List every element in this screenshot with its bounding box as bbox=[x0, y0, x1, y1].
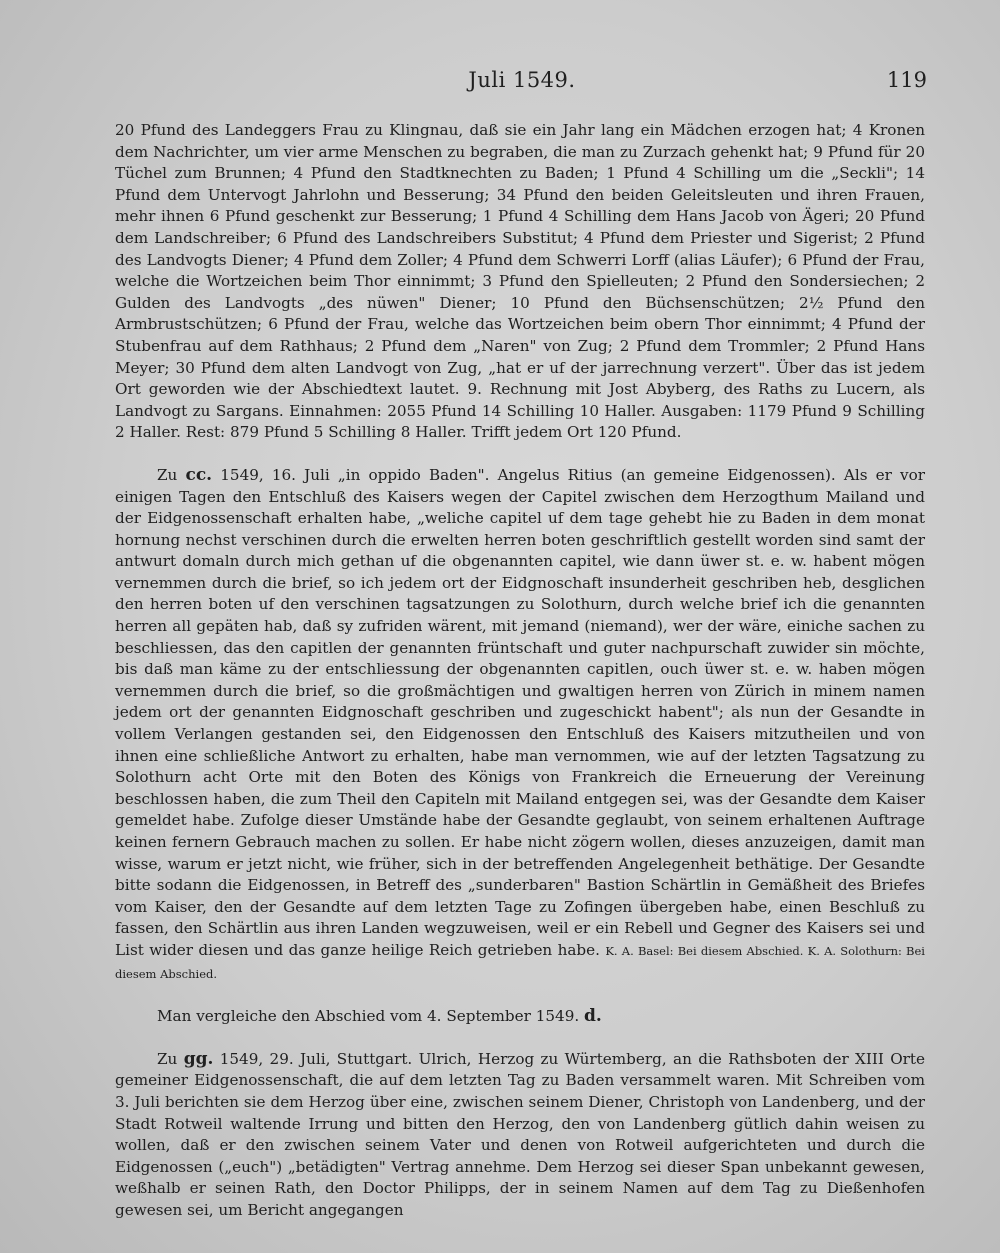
page-header bbox=[117, 68, 927, 94]
paragraph-text: 20 Pfund des Landeggers Frau zu Klingnau, daß sie ein Jahr lang ein Mädchen erzogen hat; 4 Kronen dem Nachrichter, um vier arme Menschen zu begraben, die man zu Zurzach gehenkt hat; 9 Pfund für 20 Tüchel zum Brunnen; 4 Pfund den Stadtknechten zu Baden; 1 Pfund 4 Schilling um die „Seckli"; 14 Pfund dem Untervogt Jahrlohn und Besserung; 34 Pfund den beiden Geleitsleuten und ihren Frauen, mehr ihnen 6 Pfund geschenkt zur Besserung; 1 Pfund 4 Schilling dem Hans Jacob von Ägeri; 20 Pfund dem Landschreiber; 6 Pfund des Landschreibers Substitut; 4 Pfund dem Priester und Sigerist; 2 Pfund des Landvogts Diener; 4 Pfund dem Zoller; 4 Pfund dem Schwerri Lorff (alias Läufer); 6 Pfund der Frau, welche die Wortzeichen beim Thor einnimmt; 3 Pfund den Spielleuten; 2 Pfund den Sondersiechen; 2 Gulden des Landvogts „des nüwen" Diener; 10 Pfund den Büchsenschützen; 2½ Pfund den Armbrustschützen; 6 Pfund der Frau, welche das Wortzeichen beim obern Thor einnimmt; 4 Pfund der Stubenfrau auf dem Rathhaus; 2 Pfund dem „Naren" von Zug; 2 Pfund dem Trommler; 2 Pfund Hans Meyer; 30 Pfund dem alten Landvogt von Zug, „hat er uf der jarrechnung verzert". Über das ist jedem Ort geworden wie der Abschiedtext lautet. 9. Rechnung mit Jost Abyberg, des Raths zu Lucern, als Landvogt zu Sargans. Einnahmen: 2055 Pfund 14 Schilling 10 Haller. Ausgaben: 1179 Pfund 9 Schilling 2 Haller. Rest: 879 Pfund 5 Schilling 8 Haller. Trifft jedem Ort 120 Pfund. bbox=[115, 121, 925, 442]
page-number: 119 bbox=[886, 68, 927, 92]
archive-reference: K. A. Basel: Bei diesem Abschied. K. A. Solothurn: Bei diesem Abschied. bbox=[115, 943, 925, 981]
entry-key: cc. bbox=[185, 464, 213, 485]
accounts-paragraph bbox=[115, 120, 925, 444]
entry-key: d. bbox=[584, 1006, 602, 1027]
main-text bbox=[115, 120, 925, 1222]
paragraph-text: 1549, 16. Juli „in oppido Baden". Angelus Ritius (an gemeine Eidgenossen). Als er vor einigen Tagen den Entschluß des Kaisers wegen der Capitel zwischen dem Herzogthum Mailand und der Eidgenossenschaft erhalten habe, „weliche capitel uf dem tage gehebt hie zu Baden in dem monat hornung nechst verschinen durch die erwelten herren boten geschriftlich gestellt worden sind samt der antwurt domaln durch mich gethan uf die obgenannten capitel, wie dann üwer st. e. w. habent mögen vernemmen durch die brief, so ich jedem ort der Eidgnoschaft insunderheit geschriben heb, desglichen den herren boten uf den verschinen tagsatzungen zu Solothurn, durch welche brief ich die genannten herren all gepäten hab, daß sy zufriden wärent, mit jemand (niemand), wer der wäre, einiche sachen zu beschliessen, das den capitlen der genannten früntschaft und guter nachpurschaft zuwider sin möchte, bis daß man käme zu der entschliessung der obgenannten capitlen, ouch üwer st. e. w. haben mögen vernemmen durch die brief, so die großmächtigen und gwaltigen herren von Zürich in minem namen jedem ort der genannten Eidgnoschaft geschriben und zugeschickt habent"; als nun der Gesandte in vollem Verlangen gestanden sei, den Eidgenossen den Entschluß des Kaisers mitzutheilen und von ihnen eine schließliche Antwort zu erhalten, habe man vernommen, wie auf der letzten Tagsatzung zu Solothurn acht Orte mit den Boten des Königs von Frankreich die Erneuerung der Vereinung beschlossen haben, die zum Theil den Capiteln mit Mailand entgegen sei, was der Gesandte dem Kaiser gemeldet habe. Zufolge dieser Umstände habe der Gesandte geglaubt, von seinem erhaltenen Auftrage keinen fernern Gebrauch machen zu sollen. Er habe nicht zögern wollen, dieses anzuzeigen, damit man wisse, warum er jetzt nicht, wie früher, sich in der betreffenden Angelegenheit bethätige. Der Gesandte bitte sodann die Eidgenossen, in Betreff des „sunderbaren" Bastion Schärtlin in Gemäßheit des Briefes vom Kaiser, den der Gesandte auf dem letzten Tage zu Zofingen übergeben habe, einen Beschluß zu fassen, den Schärtlin aus ihren Landen wegzuweisen, weil er ein Rebell und Gegner des Kaisers sei und List wider diesen und das ganze heilige Reich getrieben habe. bbox=[115, 465, 925, 959]
paragraph-text: Man vergleiche den Abschied vom 4. September 1549. bbox=[157, 1007, 580, 1026]
entry-key: gg. bbox=[183, 1048, 214, 1069]
entry-lead: Zu bbox=[157, 465, 178, 484]
entry-cc-paragraph bbox=[115, 465, 925, 985]
entry-lead: Zu bbox=[157, 1049, 178, 1068]
running-title: Juli 1549. bbox=[468, 68, 576, 92]
paragraph-text: 1549, 29. Juli, Stuttgart. Ulrich, Herzog zu Würtemberg, an die Rathsboten der XIII Orte gemeiner Eidgenossenschaft, die auf dem letzten Tag zu Baden versammelt waren. Mit Schreiben vom 3. Juli berichten sie dem Herzog über eine, zwischen seinem Diener, Christoph von Landenberg, und der Stadt Rotweil waltende Irrung und bitten den Herzog, den von Landenberg gütlich dahin weisen zu wollen, daß er den zwischen seinem Vater und denen von Rotweil aufgerichteten und durch die Eidgenossen („euch") „betädigten" Vertrag annehme. Dem Herzog sei dieser Span unbekannt gewesen, weßhalb er seinen Rath, den Doctor Philipps, der in seinem Namen auf dem Tag zu Dießenhofen gewesen sei, um Bericht angegangen bbox=[115, 1049, 925, 1219]
entry-gg-paragraph bbox=[115, 1049, 925, 1222]
cross-reference-paragraph bbox=[115, 1006, 925, 1028]
